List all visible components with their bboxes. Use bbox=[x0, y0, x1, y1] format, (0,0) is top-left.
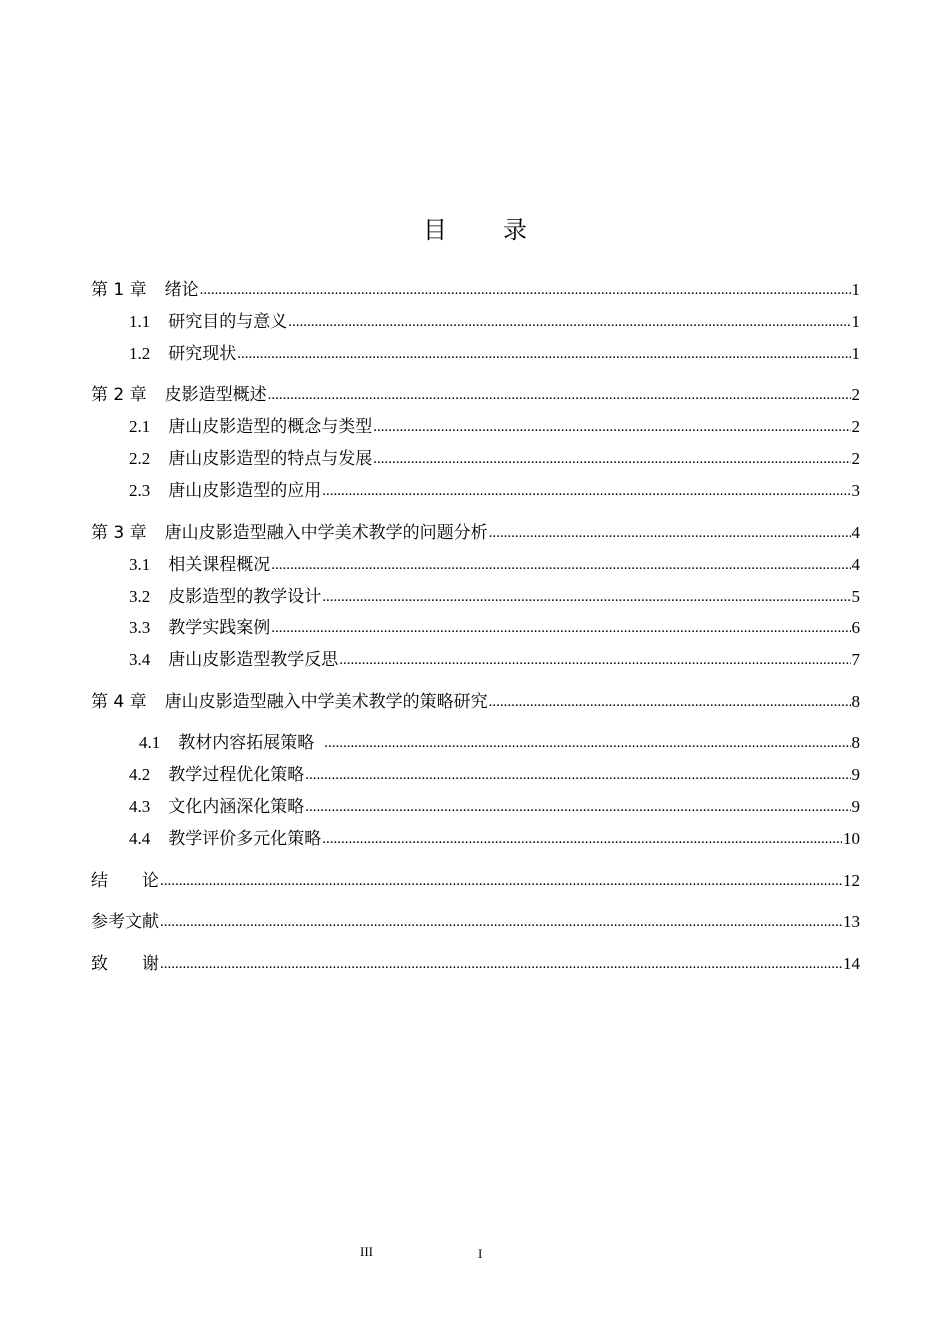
toc-entry-text: 绪论 bbox=[164, 280, 199, 300]
toc-entry-page: 4 bbox=[851, 555, 860, 574]
toc-entry-page: 2 bbox=[851, 449, 860, 468]
toc-entry-text: 唐山皮影造型教学反思 bbox=[168, 650, 339, 669]
page-number-marker: I bbox=[478, 1246, 483, 1261]
toc-entry-references[interactable] bbox=[91, 910, 860, 934]
toc-entry-page: 9 bbox=[851, 797, 860, 816]
toc-entry-page: 1 bbox=[851, 344, 860, 363]
toc-title-char-1: 目 bbox=[423, 216, 447, 244]
toc-entry-text: 相关课程概况 bbox=[168, 555, 271, 574]
page-number-roman: III bbox=[360, 1244, 373, 1259]
toc-entry-section-1-1[interactable] bbox=[129, 310, 860, 334]
toc-entry-number: 第 3 章 bbox=[91, 523, 147, 543]
toc-title bbox=[0, 210, 950, 245]
toc-entry-text: 教学过程优化策略 bbox=[168, 765, 305, 784]
leader-dots bbox=[324, 731, 850, 755]
toc-title-char-2: 录 bbox=[503, 216, 527, 244]
leader-dots bbox=[489, 521, 851, 545]
toc-entry-number: 结 论 bbox=[91, 871, 159, 891]
toc-entry-number: 1.1 bbox=[129, 312, 151, 331]
leader-dots bbox=[373, 415, 850, 439]
toc-entry-number: 3.2 bbox=[129, 587, 151, 606]
toc-entry-text: 教学评价多元化策略 bbox=[168, 829, 322, 848]
toc-entry-text: 唐山皮影造型的应用 bbox=[168, 481, 322, 500]
leader-dots bbox=[305, 795, 850, 819]
toc-entry-number: 2.3 bbox=[129, 481, 151, 500]
toc-entry-page: 4 bbox=[851, 523, 860, 542]
toc-entry-number: 1.2 bbox=[129, 344, 151, 363]
toc-entry-page: 12 bbox=[843, 871, 860, 890]
toc-entry-number: 第 4 章 bbox=[91, 692, 147, 712]
leader-dots bbox=[322, 585, 850, 609]
toc-entry-section-4-1[interactable] bbox=[139, 731, 860, 755]
leader-dots bbox=[271, 616, 850, 640]
toc-entry-text: 唐山皮影造型的特点与发展 bbox=[168, 449, 373, 468]
toc-entry-section-4-2[interactable] bbox=[129, 763, 860, 787]
toc-entry-number: 3.3 bbox=[129, 618, 151, 637]
toc-entry-number: 2.1 bbox=[129, 417, 151, 436]
toc-entry-chapter-4[interactable] bbox=[91, 690, 860, 714]
toc-entry-page: 1 bbox=[851, 312, 860, 331]
toc-entry-page: 10 bbox=[843, 829, 860, 848]
leader-dots bbox=[160, 910, 842, 934]
toc-entry-number: 4.2 bbox=[129, 765, 151, 784]
toc-entry-number: 2.2 bbox=[129, 449, 151, 468]
toc-entry-text: 研究现状 bbox=[168, 344, 237, 363]
leader-dots bbox=[373, 447, 850, 471]
toc-entry-number: 4.4 bbox=[129, 829, 151, 848]
leader-dots bbox=[200, 278, 851, 302]
toc-entry-number: 致 谢 bbox=[91, 954, 159, 974]
toc-entry-chapter-3[interactable] bbox=[91, 521, 860, 545]
toc-entry-section-2-2[interactable] bbox=[129, 447, 860, 471]
toc-entry-page: 7 bbox=[851, 650, 860, 669]
toc-entry-section-4-4[interactable] bbox=[129, 827, 860, 851]
toc-entry-text: 文化内涵深化策略 bbox=[168, 797, 305, 816]
toc-entry-number: 3.1 bbox=[129, 555, 151, 574]
toc-entry-section-3-4[interactable] bbox=[129, 648, 860, 672]
leader-dots bbox=[268, 383, 851, 407]
toc-entry-section-4-3[interactable] bbox=[129, 795, 860, 819]
toc-entry-page: 3 bbox=[851, 481, 860, 500]
toc-entry-conclusion[interactable] bbox=[91, 869, 860, 893]
leader-dots bbox=[305, 763, 850, 787]
toc-entry-number: 4.3 bbox=[129, 797, 151, 816]
leader-dots bbox=[160, 952, 842, 976]
leader-dots bbox=[489, 690, 851, 714]
toc-entry-text: 教材内容拓展策略 bbox=[178, 733, 315, 752]
toc-entry-number: 4.1 bbox=[139, 733, 161, 752]
toc-entry-chapter-2[interactable] bbox=[91, 383, 860, 407]
toc-entry-text: 皮影造型的教学设计 bbox=[168, 587, 322, 606]
toc-entry-section-2-3[interactable] bbox=[129, 479, 860, 503]
toc-entry-text: 研究目的与意义 bbox=[168, 312, 288, 331]
toc-entry-page: 8 bbox=[851, 692, 860, 711]
toc-entry-page: 9 bbox=[851, 765, 860, 784]
leader-dots bbox=[288, 310, 850, 334]
toc-entry-page: 5 bbox=[851, 587, 860, 606]
leader-dots bbox=[322, 479, 850, 503]
toc-entry-section-2-1[interactable] bbox=[129, 415, 860, 439]
toc-entry-section-1-2[interactable] bbox=[129, 342, 860, 366]
toc-entry-number: 第 2 章 bbox=[91, 385, 147, 405]
toc-entry-text: 皮影造型概述 bbox=[164, 385, 267, 405]
toc-entry-text: 唐山皮影造型融入中学美术教学的策略研究 bbox=[164, 692, 488, 712]
toc-entry-number: 参考文献 bbox=[91, 912, 159, 932]
toc-entry-text: 唐山皮影造型的概念与类型 bbox=[168, 417, 373, 436]
toc-entry-page: 1 bbox=[851, 280, 860, 299]
toc-entry-chapter-1[interactable] bbox=[91, 278, 860, 302]
toc-entry-text: 教学实践案例 bbox=[168, 618, 271, 637]
toc-entry-section-3-3[interactable] bbox=[129, 616, 860, 640]
toc-entry-page: 13 bbox=[843, 912, 860, 931]
toc-entry-number: 第 1 章 bbox=[91, 280, 147, 300]
leader-dots bbox=[160, 869, 842, 893]
toc-entry-page: 2 bbox=[851, 417, 860, 436]
toc-entry-number: 3.4 bbox=[129, 650, 151, 669]
toc-entry-section-3-1[interactable] bbox=[129, 553, 860, 577]
leader-dots bbox=[271, 553, 850, 577]
toc-entry-page: 8 bbox=[851, 733, 860, 752]
toc-entry-page: 6 bbox=[851, 618, 860, 637]
toc-entry-page: 2 bbox=[851, 385, 860, 404]
toc-entry-section-3-2[interactable] bbox=[129, 585, 860, 609]
leader-dots bbox=[237, 342, 850, 366]
toc-entry-page: 14 bbox=[843, 954, 860, 973]
leader-dots bbox=[322, 827, 842, 851]
toc-entry-text: 唐山皮影造型融入中学美术教学的问题分析 bbox=[164, 523, 488, 543]
toc-entry-acknowledgements[interactable] bbox=[91, 952, 860, 976]
leader-dots bbox=[339, 648, 850, 672]
